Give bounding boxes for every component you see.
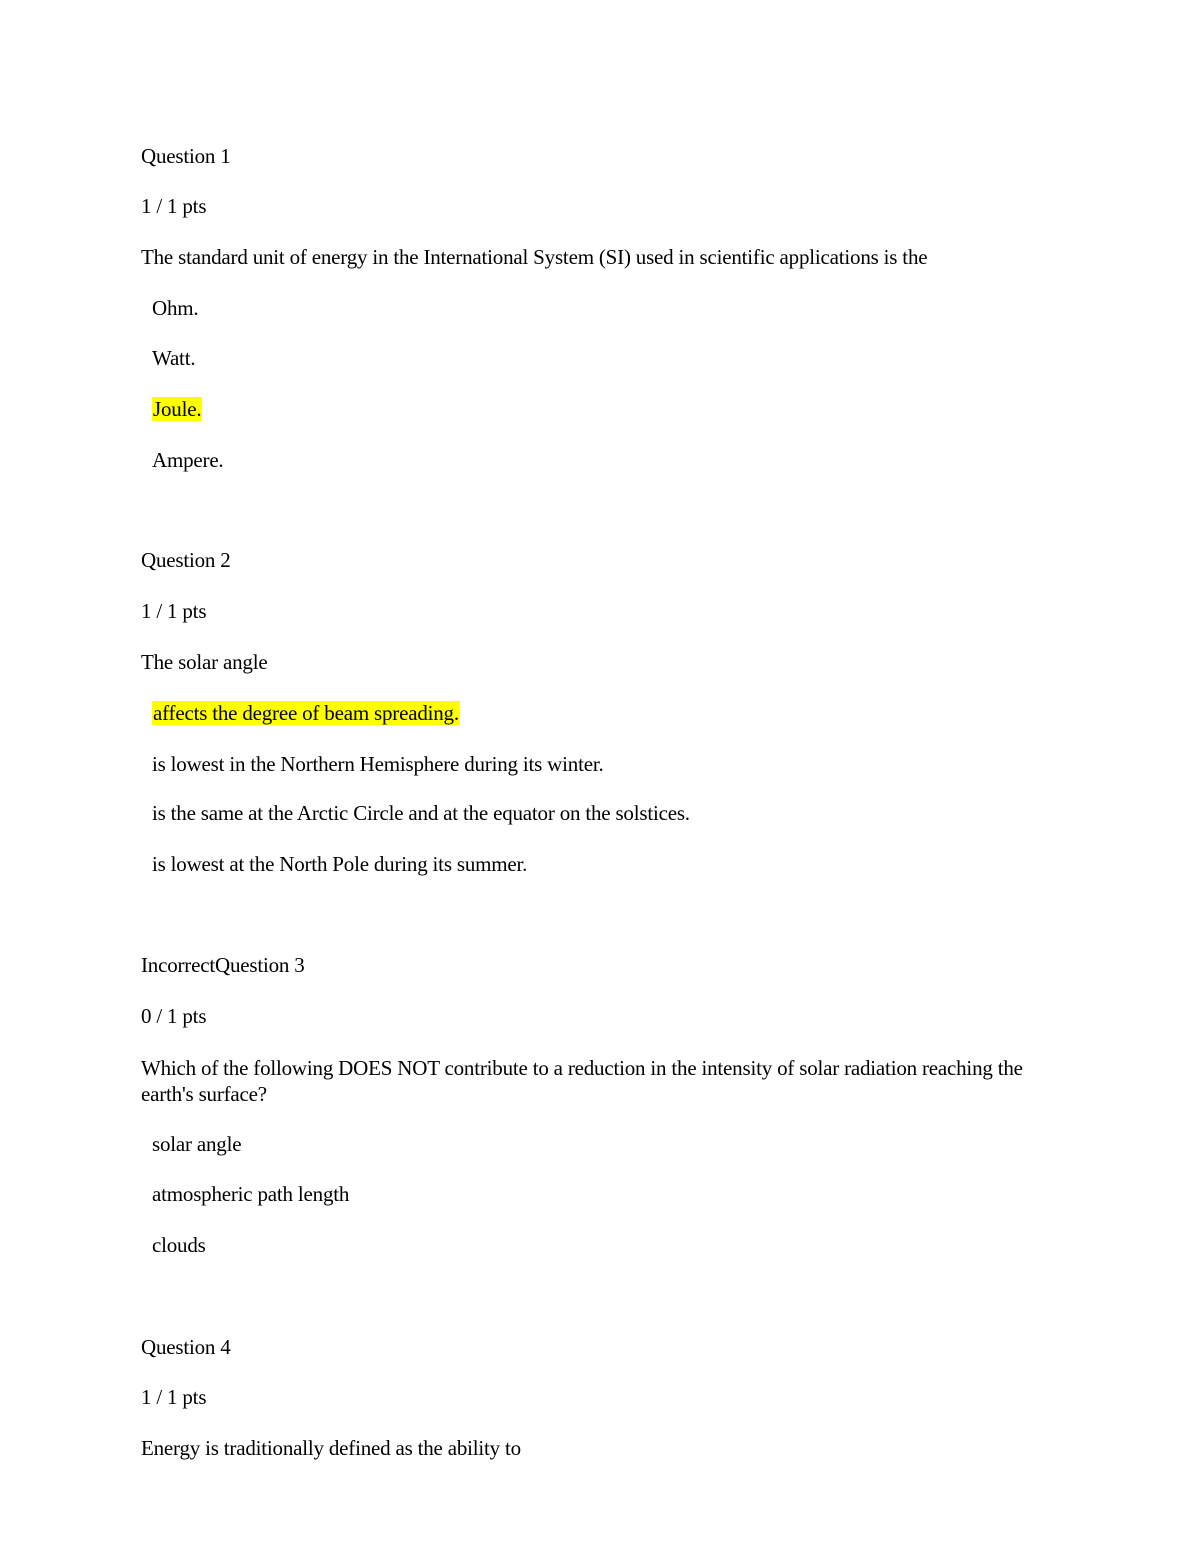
question-4-prompt: Energy is traditionally defined as the ability to — [141, 1436, 521, 1460]
question-2-prompt: The solar angle — [141, 650, 268, 674]
question-2-option-3: is the same at the Arctic Circle and at the equator on the solstices. — [152, 801, 690, 825]
question-2-option-1-highlighted — [152, 700, 460, 726]
question-2-option-4: is lowest at the North Pole during its summer. — [152, 852, 528, 876]
question-3-prompt: Which of the following DOES NOT contribute to a reduction in the intensity of solar radiation reaching the earth's surface? — [141, 1056, 1023, 1106]
question-3-title: IncorrectQuestion 3 — [141, 953, 305, 977]
question-1-prompt: The standard unit of energy in the International System (SI) used in scientific applications is the — [141, 245, 928, 269]
question-1-option-1: Ohm. — [152, 296, 199, 320]
question-4-title: Question 4 — [141, 1335, 231, 1359]
question-1-option-4: Ampere. — [152, 448, 224, 472]
highlight-mark: Joule. — [153, 397, 202, 421]
question-3-option-1: solar angle — [152, 1132, 242, 1156]
question-3-points: 0 / 1 pts — [141, 1004, 207, 1028]
question-4-points: 1 / 1 pts — [141, 1385, 207, 1409]
question-2-points: 1 / 1 pts — [141, 599, 207, 623]
question-1-option-2: Watt. — [152, 346, 196, 370]
question-1-option-3-highlighted — [152, 396, 202, 422]
question-2-option-2: is lowest in the Northern Hemisphere during its winter. — [152, 752, 604, 776]
question-1-points: 1 / 1 pts — [141, 194, 207, 218]
question-3-option-2: atmospheric path length — [152, 1182, 350, 1206]
question-3-option-3: clouds — [152, 1233, 206, 1257]
question-2-title: Question 2 — [141, 548, 231, 572]
question-1-title: Question 1 — [141, 144, 231, 168]
highlight-mark: affects the degree of beam spreading. — [153, 701, 459, 725]
